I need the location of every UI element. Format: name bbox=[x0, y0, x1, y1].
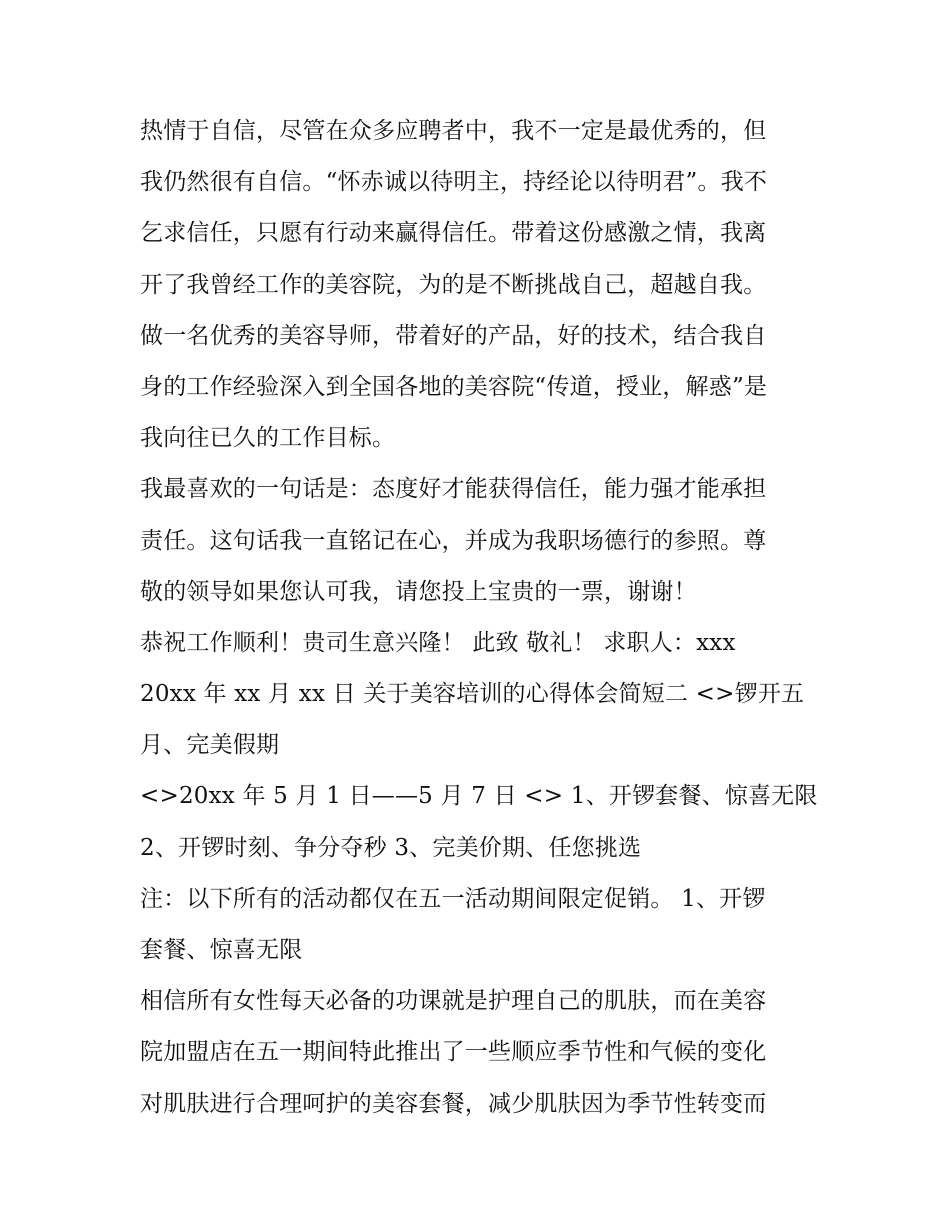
text-line-6: 身的工作经验深入到全国各地的美容院“传道，授业，解惑”是 bbox=[140, 373, 768, 400]
text-line-2: 我仍然很有自信。“怀赤诚以待明主，持经论以待明君”。我不 bbox=[140, 169, 768, 196]
text-line-5: 做一名优秀的美容导师，带着好的产品，好的技术，结合我自 bbox=[140, 322, 767, 349]
text-line-11: 恭祝工作顺利！贵司生意兴隆！ 此致 敬礼！ 求职人：xxx bbox=[140, 629, 736, 656]
text-line-17: 套餐、惊喜无限 bbox=[140, 937, 303, 963]
text-line-14: <>20xx 年 5 月 1 日——5 月 7 日 <> 1、开锣套餐、惊喜无限 bbox=[140, 783, 818, 810]
body-text bbox=[140, 106, 820, 1130]
text-line-16: 注：以下所有的活动都仅在五一活动期间限定促销。 1、开锣 bbox=[140, 885, 766, 912]
text-line-13: 月、完美假期 bbox=[140, 732, 280, 759]
text-line-19: 院加盟店在五一期间特此推出了一些顺应季节性和气候的变化 bbox=[140, 1039, 767, 1066]
text-line-20: 对肌肤进行合理呵护的美容套餐，减少肌肤因为季节性转变而 bbox=[140, 1090, 767, 1117]
text-line-3: 乞求信任，只愿有行动来赢得信任。带着这份感激之情，我离 bbox=[140, 220, 767, 247]
text-line-1: 热情于自信，尽管在众多应聘者中，我不一定是最优秀的，但 bbox=[140, 118, 767, 144]
text-line-8: 我最喜欢的一句话是：态度好才能获得信任，能力强才能承担 bbox=[140, 476, 767, 503]
text-line-12: 20xx 年 xx 月 xx 日 关于美容培训的心得体会简短二 <>锣开五 bbox=[140, 681, 805, 708]
text-line-7: 我向往已久的工作目标。 bbox=[140, 425, 396, 452]
text-line-15: 2、开锣时刻、争分夺秒 3、完美价期、任您挑选 bbox=[140, 834, 642, 861]
text-line-4: 开了我曾经工作的美容院，为的是不断挑战自己，超越自我。 bbox=[140, 271, 767, 298]
text-line-9: 责任。这句话我一直铭记在心，并成为我职场德行的参照。尊 bbox=[140, 527, 767, 554]
text-line-10: 敬的领导如果您认可我，请您投上宝贵的一票，谢谢！ bbox=[140, 578, 697, 605]
text-line-18: 相信所有女性每天必备的功课就是护理自己的肌肤，而在美容 bbox=[140, 988, 767, 1015]
